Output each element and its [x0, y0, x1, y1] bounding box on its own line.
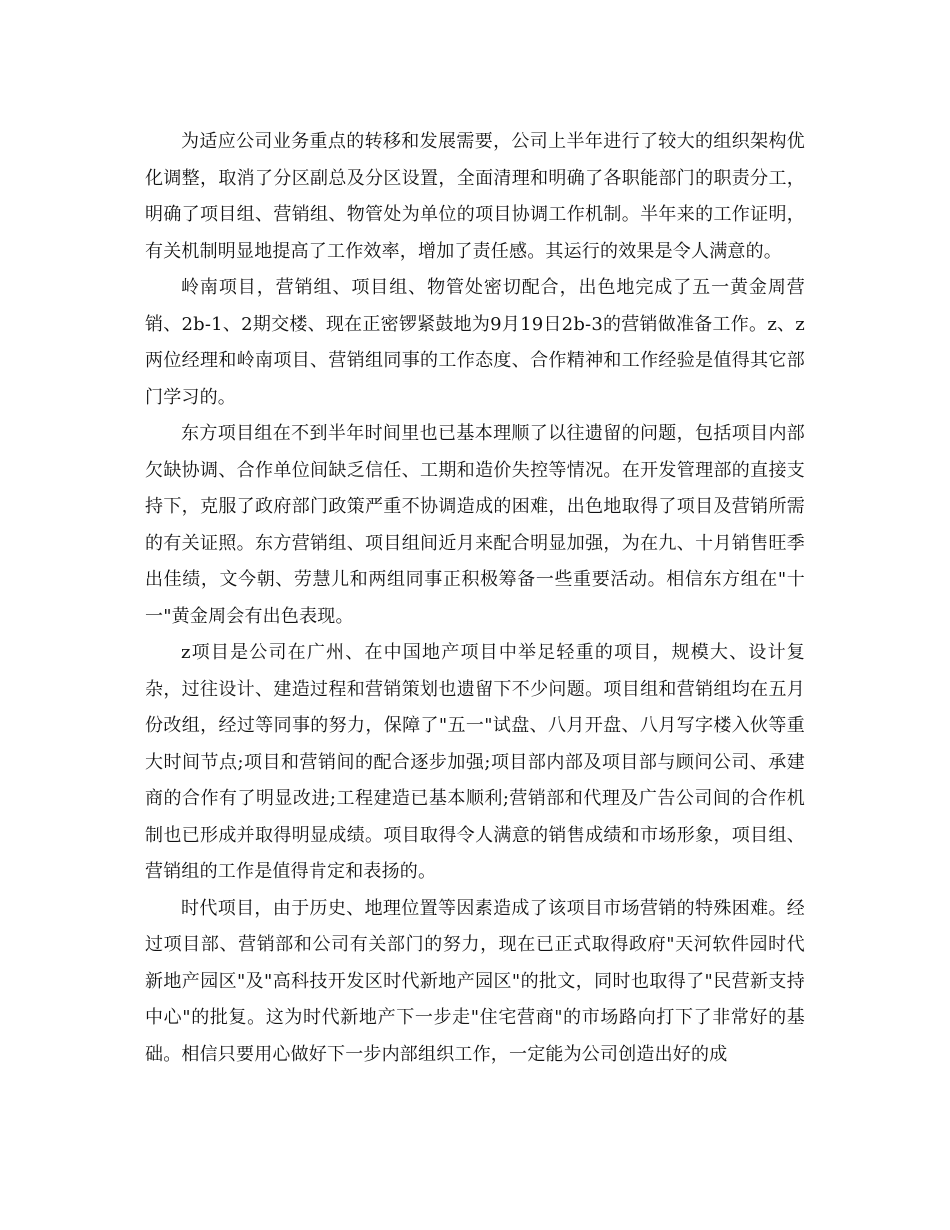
paragraph-z-project: z项目是公司在广州、在中国地产项目中举足轻重的项目，规模大、设计复杂，过往设计、建造过程和营销策划也遗留下不少问题。项目组和营销组均在五月份改组，经过等同事的努力，保障了"五一"试盘、八月开盘、八月写字楼入伙等重大时间节点;项目和营销间的配合逐步加强;项目部内部及项目部与顾问公司、承建商的合作有了明显改进;工程建造已基本顺利;营销部和代理及广告公司间的合作机制也已形成并取得明显成绩。项目取得令人满意的销售成绩和市场形象，项目组、营销组的工作是值得肯定和表扬的。	[145, 642, 805, 882]
document-page	[145, 124, 805, 1204]
paragraph-org-restructure: 为适应公司业务重点的转移和发展需要，公司上半年进行了较大的组织架构优化调整，取消了分区副总及分区设置，全面清理和明确了各职能部门的职责分工，明确了项目组、营销组、物管处为单位的项目协调工作机制。半年来的工作证明，有关机制明显地提高了工作效率，增加了责任感。其运行的效果是令人满意的。	[145, 131, 805, 262]
paragraph-lingnan-project: 岭南项目，营销组、项目组、物管处密切配合，出色地完成了五一黄金周营销、2b-1、2期交楼、现在正密锣紧鼓地为9月19日2b-3的营销做准备工作。z、z两位经理和岭南项目、营销组同事的工作态度、合作精神和工作经验是值得其它部门学习的。	[145, 277, 805, 408]
paragraph-shidai-project: 时代项目，由于历史、地理位置等因素造成了该项目市场营销的特殊困难。经过项目部、营销部和公司有关部门的努力，现在已正式取得政府"天河软件园时代新地产园区"及"高科技开发区时代新地产园区"的批文，同时也取得了"民营新支持中心"的批复。这为时代新地产下一步走"住宅营商"的市场路向打下了非常好的基础。相信只要用心做好下一步内部组织工作，一定能为公司创造出好的成	[145, 897, 805, 1065]
paragraph-dongfang-project: 东方项目组在不到半年时间里也已基本理顺了以往遗留的问题，包括项目内部欠缺协调、合作单位间缺乏信任、工期和造价失控等情况。在开发管理部的直接支持下，克服了政府部门政策严重不协调造成的困难，出色地取得了项目及营销所需的有关证照。东方营销组、项目组间近月来配合明显加强，为在九、十月销售旺季出佳绩，文今朝、劳慧儿和两组同事正积极筹备一些重要活动。相信东方组在"十一"黄金周会有出色表现。	[145, 423, 805, 627]
